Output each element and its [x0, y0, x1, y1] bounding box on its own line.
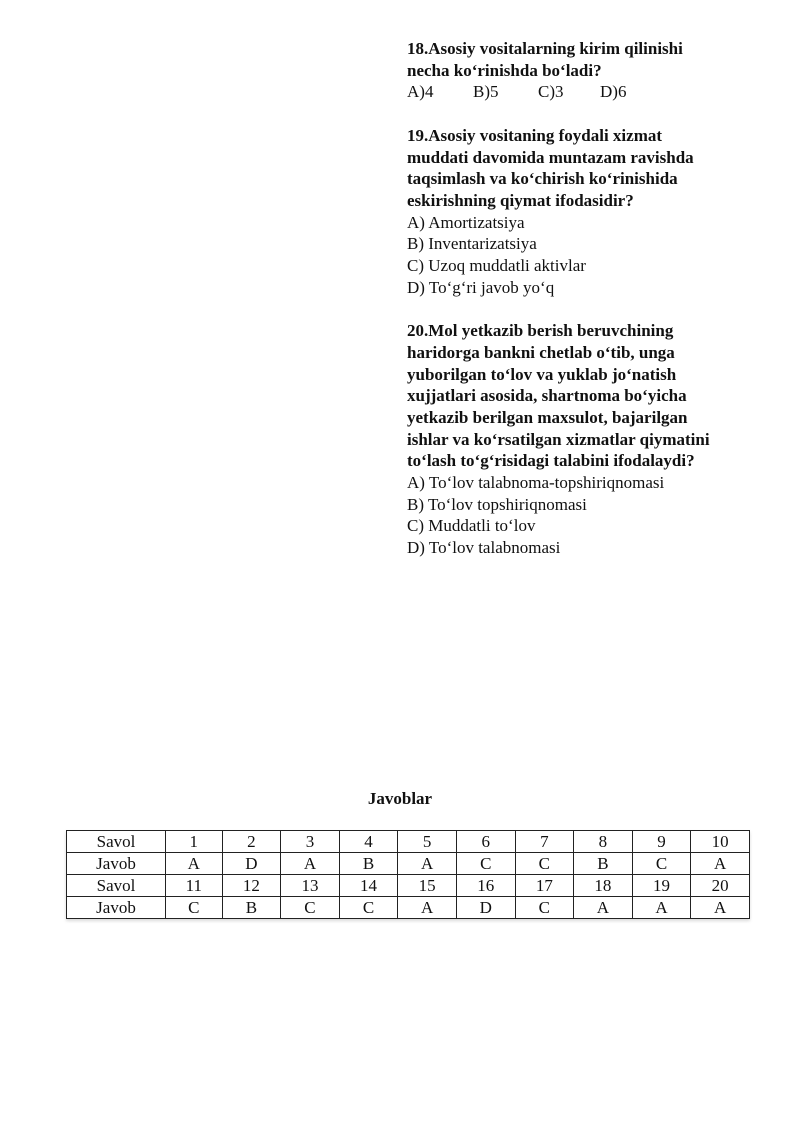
question-title-line: 19.Asosiy vositaning foydali xizmat — [407, 125, 663, 145]
option-a: A)4 — [407, 82, 434, 102]
table-cell: 3 — [281, 831, 340, 853]
table-cell: D — [456, 897, 515, 919]
table-row — [67, 875, 750, 897]
question-title-line: 20.Mol yetkazib berish beruvchining — [407, 321, 674, 341]
question-title-line: to‘lash to‘g‘risidagi talabini ifodalaydi? — [407, 451, 695, 471]
table-cell: A — [281, 853, 340, 875]
option-a: A) Amortizatsiya — [407, 212, 525, 232]
row-header-cell: Savol — [67, 831, 166, 853]
table-cell: B — [222, 897, 281, 919]
row-header-cell: Savol — [67, 875, 166, 897]
table-row — [67, 853, 750, 875]
question-title-line: taqsimlash va ko‘chirish ko‘rinishida — [407, 169, 678, 189]
table-cell: 8 — [574, 831, 633, 853]
table-cell: 18 — [574, 875, 633, 897]
option-c: C) Uzoq muddatli aktivlar — [407, 256, 586, 276]
table-cell: A — [691, 897, 750, 919]
table-row — [67, 897, 750, 919]
table-cell: B — [574, 853, 633, 875]
table-cell: 10 — [691, 831, 750, 853]
table-cell: 12 — [222, 875, 281, 897]
option-d: D)6 — [600, 82, 627, 102]
row-header-cell: Javob — [67, 853, 166, 875]
table-cell: C — [456, 853, 515, 875]
table-cell: 4 — [339, 831, 398, 853]
option-b: B) Inventarizatsiya — [407, 234, 537, 254]
question-18 — [407, 38, 752, 103]
option-d: D) To‘lov talabnomasi — [407, 538, 561, 558]
table-cell: D — [222, 853, 281, 875]
question-title-line: yuborilgan to‘lov va yuklab jo‘natish — [407, 364, 677, 384]
table-cell: 6 — [456, 831, 515, 853]
table-cell: C — [515, 897, 574, 919]
option-b: B)5 — [473, 82, 499, 102]
question-title-line: haridorga bankni chetlab o‘tib, unga — [407, 342, 675, 362]
table-cell: 20 — [691, 875, 750, 897]
table-cell: C — [339, 897, 398, 919]
table-cell: 14 — [339, 875, 398, 897]
question-20 — [407, 320, 752, 559]
table-cell: 13 — [281, 875, 340, 897]
table-cell: A — [398, 897, 457, 919]
table-cell: 17 — [515, 875, 574, 897]
answers-heading: Javoblar — [367, 789, 433, 808]
table-cell: 2 — [222, 831, 281, 853]
table-cell: A — [691, 853, 750, 875]
table-cell: 11 — [166, 875, 223, 897]
row-header-cell: Javob — [67, 897, 166, 919]
table-row — [67, 831, 750, 853]
table-cell: 7 — [515, 831, 574, 853]
table-cell: 15 — [398, 875, 457, 897]
table-cell: C — [515, 853, 574, 875]
table-cell: A — [632, 897, 691, 919]
options-row — [407, 81, 752, 103]
table-cell: C — [166, 897, 223, 919]
question-title-line: muddati davomida muntazam ravishda — [407, 147, 694, 167]
table-cell: A — [574, 897, 633, 919]
table-cell: B — [339, 853, 398, 875]
option-c: C)3 — [538, 82, 564, 102]
option-d: D) To‘g‘ri javob yo‘q — [407, 277, 555, 297]
question-title-line: xujjatlari asosida, shartnoma bo‘yicha — [407, 386, 687, 406]
table-cell: C — [632, 853, 691, 875]
table-cell: C — [281, 897, 340, 919]
table-cell: 19 — [632, 875, 691, 897]
question-title-line: yetkazib berilgan maxsulot, bajarilgan — [407, 407, 688, 427]
answers-table — [66, 830, 750, 919]
question-title-line: 18.Asosiy vositalarning kirim qilinishi — [407, 39, 683, 58]
question-19 — [407, 125, 752, 299]
table-cell: 1 — [166, 831, 223, 853]
table-cell: A — [398, 853, 457, 875]
question-title-line: ishlar va ko‘rsatilgan xizmatlar qiymatini — [407, 429, 710, 449]
option-a: A) To‘lov talabnoma-topshiriqnomasi — [407, 473, 665, 493]
table-cell: 16 — [456, 875, 515, 897]
option-b: B) To‘lov topshiriqnomasi — [407, 494, 587, 514]
table-cell: 9 — [632, 831, 691, 853]
question-title-line: eskirishning qiymat ifodasidir? — [407, 190, 634, 210]
question-title-line: necha ko‘rinishda bo‘ladi? — [407, 60, 602, 80]
questions-column — [407, 38, 752, 559]
table-cell: A — [166, 853, 223, 875]
option-c: C) Muddatli to‘lov — [407, 516, 536, 536]
table-cell: 5 — [398, 831, 457, 853]
